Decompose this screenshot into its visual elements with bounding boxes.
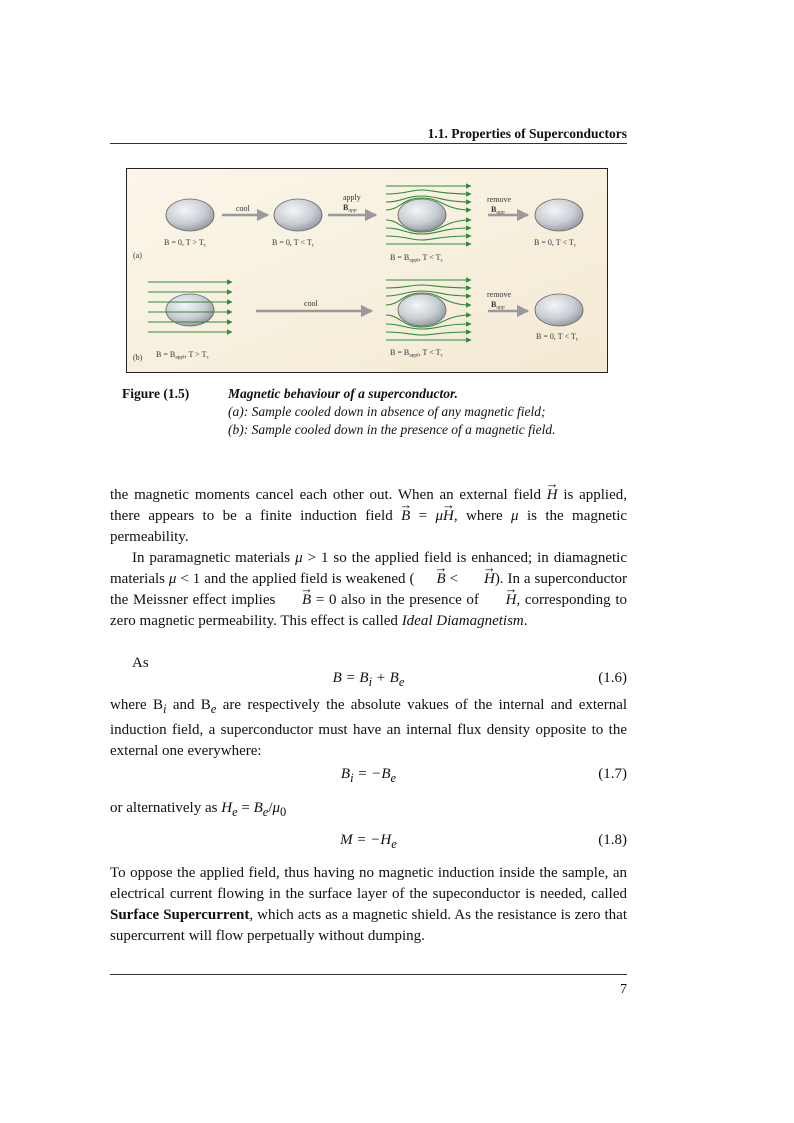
state-a4: B = 0, T < Tc — [534, 238, 577, 249]
sample-disk-b2 — [398, 294, 446, 326]
figure-frame — [127, 169, 608, 373]
state-a1: B = 0, T > Tc — [164, 238, 207, 249]
caption-label: Figure (1.5) — [122, 386, 190, 401]
paragraph-1: the magnetic moments cancel each other out. When an external field → H is applied, there appears to be a finite induction field → B = μ→ H, where μ is the magnetic permeability. — [110, 485, 627, 548]
caption-line-a: (a): Sample cooled down in absence of any magnetic field; — [228, 404, 546, 419]
paragraph-3: As — [132, 655, 149, 671]
sample-disk-a4 — [535, 199, 583, 231]
paragraph-2: In paramagnetic materials μ > 1 so the applied field is enhanced; in diamagnetic materials μ < 1 and the applied field is weakened (→ B < → H). In a superconductor the Meissner effect implies → B = 0 also in the presence of → H, corresponding to zero magnetic permeability. This effect is called Ideal Diamagnetism. — [110, 548, 627, 632]
state-b2: B = Bappl, T < Tc — [390, 348, 443, 359]
label-a-bapp: Bapp — [343, 203, 357, 214]
state-a3: B = Bappl, T < Tc — [390, 253, 443, 264]
sample-disk-a3 — [398, 199, 446, 231]
caption-title: Magnetic behaviour of a superconductor. — [228, 386, 458, 401]
sample-disk-b3 — [535, 294, 583, 326]
page-number: 7 — [620, 982, 627, 997]
caption-line-b: (b): Sample cooled down in the presence of a magnetic field. — [228, 422, 556, 437]
state-b3: B = 0, T < Tc — [536, 332, 579, 343]
sample-disk-a2 — [274, 199, 322, 231]
panel-b-tag: (b) — [133, 353, 143, 362]
paragraph-6: To oppose the applied field, thus having no magnetic induction inside the sample, an electrical current flowing in the surface layer of the supeconductor is needed, called Surface Supercurrent, which acts as a magnetic shield. As the resistance is zero that supercurrent will flow perpetually without dumping. — [110, 865, 627, 944]
equation-1-6: $B = B_i + B_e$ (1.6) — [332, 670, 627, 689]
paragraph-5: or alternatively as $H_e = B_e/\mu_0$ — [110, 800, 287, 819]
paragraph-4: where $B_i$ and $B_e$ are respectively the absolute vakues of the internal and external induction field, a superconductor must have an internal flux density opposite to the external one everywhere: — [110, 697, 628, 759]
label-a-bapp2: Bapp — [491, 205, 505, 216]
label-a-cool: cool — [236, 204, 250, 213]
label-b-remove: remove — [487, 290, 511, 299]
sample-disk-a1 — [166, 199, 214, 231]
panel-a-tag: (a) — [133, 251, 142, 260]
label-a-remove: remove — [487, 195, 511, 204]
header-rule — [110, 143, 627, 144]
equation-1-7: $B_i = -B_e$ (1.7) — [340, 766, 627, 785]
equation-1-8: $M = -H_e$ (1.8) — [340, 832, 627, 851]
label-b-cool: cool — [304, 299, 318, 308]
state-a2: B = 0, T < Tc — [272, 238, 315, 249]
label-b-bapp: Bapp — [491, 300, 505, 311]
sample-disk-b1 — [166, 294, 214, 326]
running-head: 1.1. Properties of Superconductors — [427, 126, 627, 141]
footer-rule — [110, 974, 627, 975]
figure-meissner-diagram — [126, 168, 608, 373]
state-b1: B = Bappl, T > Tc — [156, 350, 209, 361]
label-a-apply: apply — [343, 193, 361, 202]
